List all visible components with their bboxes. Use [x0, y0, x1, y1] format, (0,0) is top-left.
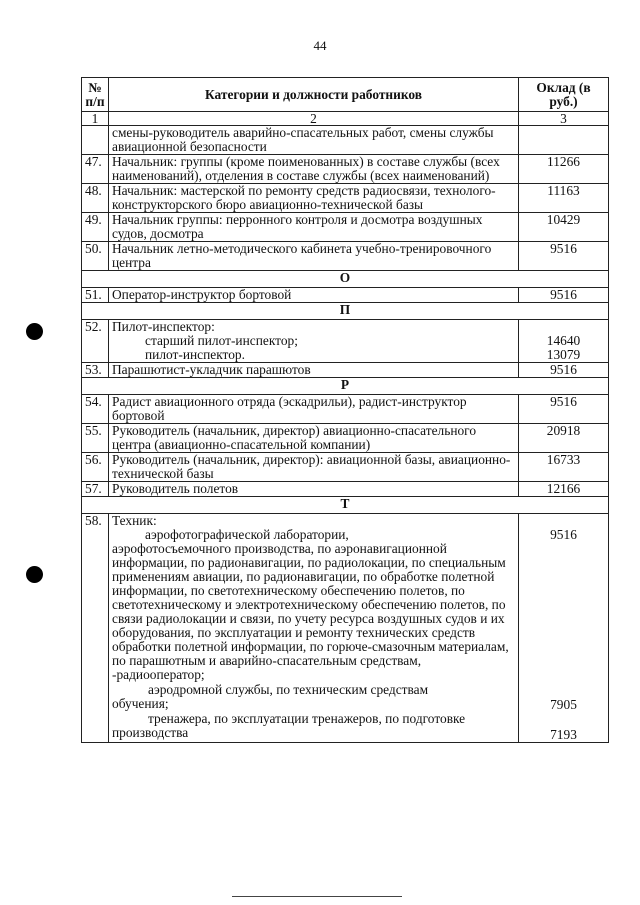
sub-salary: 7193: [550, 727, 577, 742]
section-letter: Т: [82, 497, 609, 514]
row-text: Руководитель (начальник, директор) авиационно-спасательного центра (авиационно-спасательной компании): [109, 424, 519, 453]
bottom-divider: [232, 896, 402, 897]
row-salary: 9516: [519, 242, 609, 271]
row-number: 48.: [82, 184, 109, 213]
row-text: Начальник: мастерской по ремонту средств радиосвязи, технолого-конструкторского бюро авиационно-технической базы: [109, 184, 519, 213]
row-salary: 11266: [519, 155, 609, 184]
section-letter: Р: [82, 378, 609, 395]
sub-position-first-line: аэродромной службы, по техническим средствам: [148, 682, 429, 697]
row-number: 51.: [82, 288, 109, 303]
sub-salary: 14640: [546, 333, 581, 348]
row-number: 58.: [82, 514, 109, 743]
section-letter-row: [82, 378, 609, 395]
row-text: [109, 514, 519, 743]
table-row: [82, 482, 609, 497]
sub-position-first-line: тренажера, по эксплуатации тренажеров, по подготовке: [148, 711, 466, 726]
row-number: 54.: [82, 395, 109, 424]
header-category: Категории и должности работников: [109, 78, 519, 112]
sub-position-text: обучения;: [112, 696, 169, 711]
section-letter-row: [82, 271, 609, 288]
section-letter-row: [82, 303, 609, 320]
salary-table: [81, 77, 609, 743]
row-number: 52.: [82, 320, 109, 363]
row-text: Начальник группы: перронного контроля и досмотра воздушных судов, досмотра: [109, 213, 519, 242]
punch-hole-mark: [26, 566, 43, 583]
table-row: [82, 363, 609, 378]
header-salary: Оклад (в руб.): [519, 78, 609, 112]
sub-salary: 9516: [550, 527, 577, 542]
row-text: Радист авиационного отряда (эскадрильи), радист-инструктор бортовой: [109, 395, 519, 424]
index-cell: 1: [82, 112, 109, 126]
table-row: [82, 424, 609, 453]
punch-hole-mark: [26, 323, 43, 340]
sub-salary: 7905: [550, 697, 577, 712]
row-title: Пилот-инспектор:: [112, 319, 215, 334]
row-salary: 12166: [519, 482, 609, 497]
row-text: Руководитель (начальник, директор): авиационной базы, авиационно-технической базы: [109, 453, 519, 482]
row-salary: 9516: [519, 288, 609, 303]
table-row: [82, 453, 609, 482]
table-row: [82, 184, 609, 213]
column-index-row: [82, 112, 609, 126]
table-row: [82, 126, 609, 155]
section-letter: П: [82, 303, 609, 320]
row-text: Руководитель полетов: [109, 482, 519, 497]
row-number: 57.: [82, 482, 109, 497]
row-text: Парашютист-укладчик парашютов: [109, 363, 519, 378]
row-salary: 9516: [519, 363, 609, 378]
index-cell: 3: [519, 112, 609, 126]
row-salary: 16733: [519, 453, 609, 482]
row-number: 47.: [82, 155, 109, 184]
row-text: [109, 320, 519, 363]
row-salary: 11163: [519, 184, 609, 213]
page-number: 44: [313, 38, 327, 53]
row-salary: [519, 320, 609, 363]
row-text: Начальник: группы (кроме поименованных) в составе службы (всех наименований), отделения в составе службы (всех наименований): [109, 155, 519, 184]
header-number: № п/п: [82, 78, 109, 112]
table-row: [82, 242, 609, 271]
table-row: [82, 288, 609, 303]
section-letter-row: [82, 497, 609, 514]
row-salary: 9516: [519, 395, 609, 424]
row-title: Техник:: [112, 513, 157, 528]
sub-salary: 13079: [546, 347, 581, 362]
table-header-row: [82, 78, 609, 112]
sub-position-text: производства: [112, 725, 189, 740]
section-letter: О: [82, 271, 609, 288]
row-number: 55.: [82, 424, 109, 453]
table-row: [82, 395, 609, 424]
row-salary: [519, 126, 609, 155]
row-number: [82, 126, 109, 155]
row-text: Начальник летно-методического кабинета учебно-тренировочного центра: [109, 242, 519, 271]
row-text: Оператор-инструктор бортовой: [109, 288, 519, 303]
table-row: [82, 213, 609, 242]
sub-position-text: аэрофотосъемочного производства, по аэронавигационной информации, по радионавигации, по радиолокации, по специальным применениям авиации, по радионавигации, по обработке полетной информации, по светотехническому обеспечению полетов, по светотехническому и электротехническому обеспечению полетов, по связи радиолокации и связи, по учету ресурса воздушных судов и их оборудования, по эксплуатации и ремонту технических средств обработки полетной информации, по горюче-смазочным материалам, по парашютным и аварийно-спасательным средствам, -радиооператор;: [112, 541, 509, 682]
sub-position: старший пилот-инспектор;: [145, 333, 298, 348]
row-number: 56.: [82, 453, 109, 482]
row-number: 49.: [82, 213, 109, 242]
table-row: [82, 514, 609, 743]
row-number: 50.: [82, 242, 109, 271]
row-salary: 20918: [519, 424, 609, 453]
row-salary: 10429: [519, 213, 609, 242]
index-cell: 2: [109, 112, 519, 126]
row-number: 53.: [82, 363, 109, 378]
sub-position: пилот-инспектор.: [145, 347, 245, 362]
table-row: [82, 155, 609, 184]
row-salary: [519, 514, 609, 743]
row-text: смены-руководитель аварийно-спасательных работ, смены службы авиационной безопасности: [109, 126, 519, 155]
sub-position-first-line: аэрофотографической лаборатории,: [145, 527, 349, 542]
table-row: [82, 320, 609, 363]
